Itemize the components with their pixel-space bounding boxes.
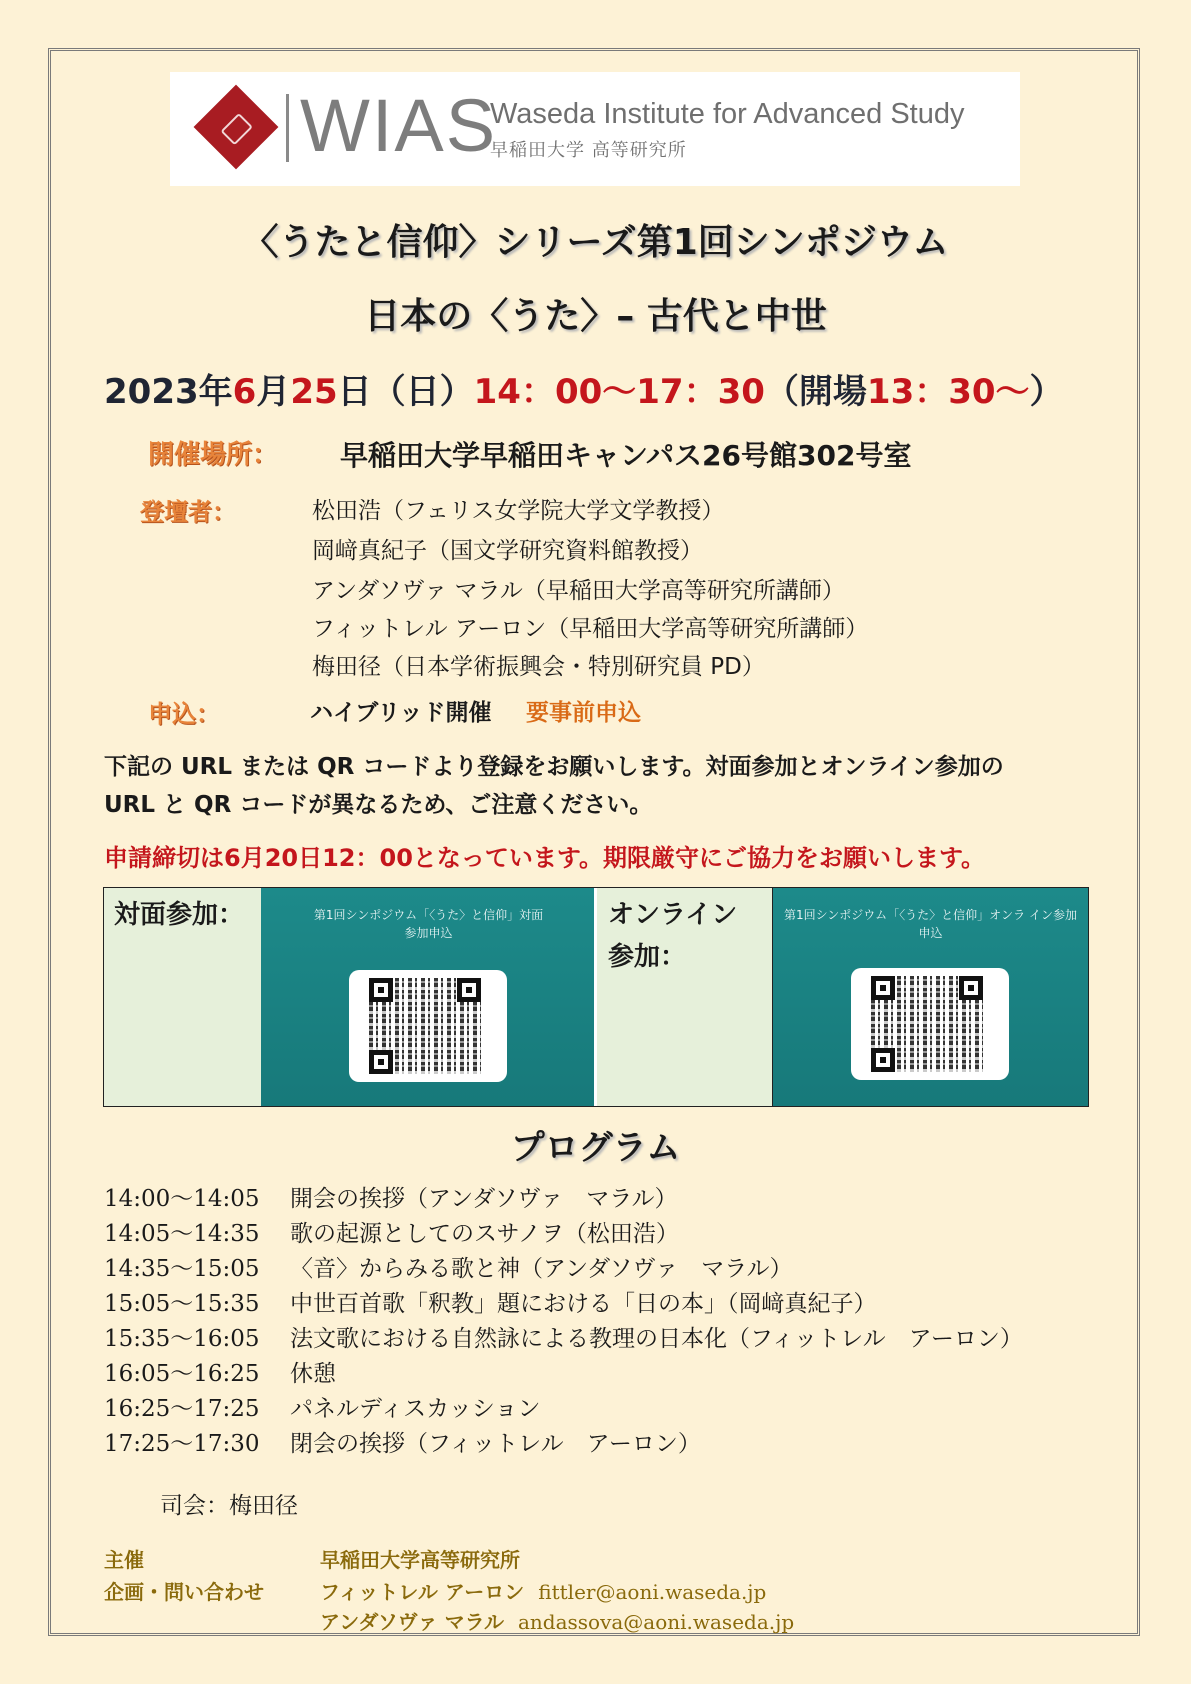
speaker-item: 岡﨑真紀子（国文学研究資料館教授） bbox=[312, 538, 703, 564]
program-item: 15:35～16:05 法文歌における自然詠による教理の日本化（フィットレル アーロン） bbox=[104, 1326, 1023, 1352]
host-value: 早稲田大学高等研究所 bbox=[320, 1548, 520, 1572]
speaker-item: 梅田径（日本学術振興会・特別研究員 PD） bbox=[312, 654, 765, 680]
in-person-label: 対面参加： bbox=[114, 900, 245, 930]
contact-1-email[interactable]: fittler@aoni.waseda.jp bbox=[538, 1580, 767, 1604]
online-label-line2: 参加： bbox=[608, 942, 687, 972]
apply-required: 要事前申込 bbox=[526, 700, 641, 726]
venue-label: 開催場所： bbox=[148, 440, 279, 470]
online-qr-panel[interactable] bbox=[773, 888, 1088, 1106]
symposium-title: 日本の〈うた〉– 古代と中世 bbox=[364, 296, 827, 337]
program-item: 16:25～17:25 パネルディスカッション bbox=[104, 1396, 541, 1422]
speaker-item: アンダソヴァ マラル（早稲田大学高等研究所講師） bbox=[312, 578, 845, 604]
contact-2-email[interactable]: andassova@aoni.waseda.jp bbox=[517, 1610, 795, 1634]
speaker-item: 松田浩（フェリス女学院大学文学教授） bbox=[312, 498, 725, 524]
contact-label: 企画・問い合わせ bbox=[104, 1580, 264, 1604]
contact-2: アンダソヴァ マラル andassova@aoni.waseda.jp bbox=[320, 1610, 795, 1634]
logo-divider bbox=[286, 94, 289, 162]
logo-acronym: WIAS bbox=[300, 84, 498, 167]
program-item: 14:05～14:35 歌の起源としてのスサノヲ（松田浩） bbox=[104, 1221, 679, 1247]
program-item: 14:35～15:05 〈音〉からみる歌と神（アンダソヴァ マラル） bbox=[104, 1256, 793, 1282]
mc-label: 司会：梅田径 bbox=[160, 1493, 298, 1519]
logo-english-name: Waseda Institute for Advanced Study bbox=[490, 98, 965, 130]
online-panel-caption: 第1回シンポジウム「〈うた〉と信仰」オンラ イン参加申込 bbox=[783, 908, 1078, 940]
program-item: 16:05～16:25 休憩 bbox=[104, 1361, 336, 1387]
contact-1: フィットレル アーロン fittler@aoni.waseda.jp bbox=[320, 1580, 767, 1604]
in-person-qr-panel[interactable] bbox=[261, 888, 596, 1106]
apply-label: 申込： bbox=[148, 700, 220, 728]
series-title: 〈うたと信仰〉シリーズ第1回シンポジウム bbox=[242, 222, 949, 263]
wias-logo bbox=[170, 72, 1020, 186]
registration-note-line1: 下記の URL または QR コードより登録をお願いします。対面参加とオンライン参加の bbox=[104, 754, 1004, 780]
logo-japanese-name: 早稲田大学 高等研究所 bbox=[490, 140, 687, 161]
event-date: 2023年6月25日（日）14：00～17：30（開場13：30～） bbox=[104, 372, 1064, 412]
program-item: 14:00～14:05 開会の挨拶（アンダソヴァ マラル） bbox=[104, 1186, 678, 1212]
program-title: プログラム bbox=[510, 1128, 681, 1168]
in-person-panel-caption: 第1回シンポジウム「〈うた〉と信仰」対面 参加申込 bbox=[313, 908, 544, 940]
online-qr-code[interactable] bbox=[851, 968, 1009, 1080]
program-item: 15:05～15:35 中世百首歌「釈教」題における「日の本」（岡﨑真紀子） bbox=[104, 1291, 877, 1317]
speaker-item: フィットレル アーロン（早稲田大学高等研究所講師） bbox=[312, 616, 869, 642]
waseda-emblem-icon bbox=[194, 85, 279, 170]
venue-value: 早稲田大学早稲田キャンパス26号館302号室 bbox=[340, 439, 912, 472]
deadline-notice: 申請締切は6月20日12：00となっています。期限厳守にご協力をお願いします。 bbox=[104, 844, 986, 872]
program-item: 17:25～17:30 閉会の挨拶（フィットレル アーロン） bbox=[104, 1431, 701, 1457]
in-person-qr-code[interactable] bbox=[349, 970, 507, 1082]
qr-registration-table bbox=[103, 887, 1089, 1107]
speakers-label: 登壇者： bbox=[140, 498, 236, 526]
host-label: 主催 bbox=[104, 1548, 144, 1572]
apply-mode: ハイブリッド開催 bbox=[310, 700, 492, 726]
registration-note-line2: URL と QR コードが異なるため、ご注意ください。 bbox=[104, 792, 653, 818]
online-label-line1: オンライン bbox=[608, 900, 738, 930]
